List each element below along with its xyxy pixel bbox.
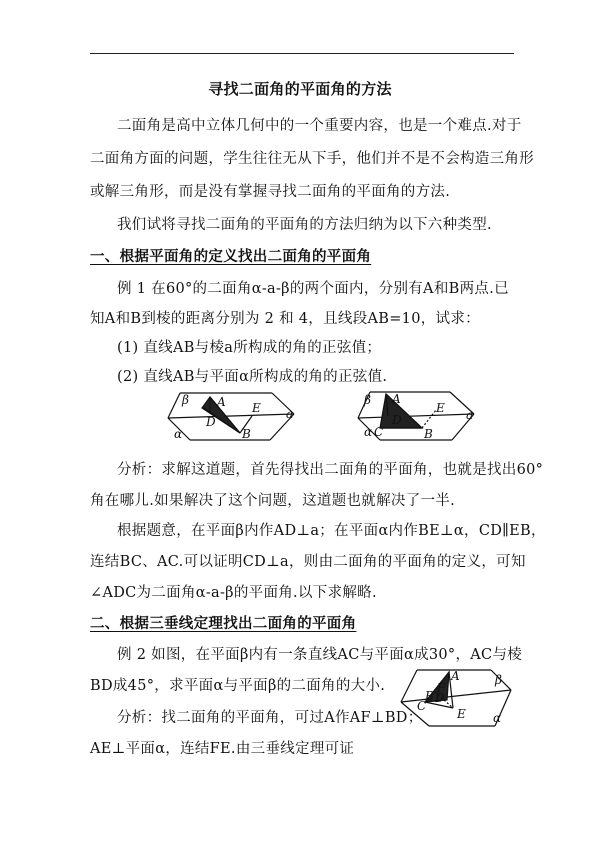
analysis2-line-2: AE⊥平面α，连结FE.由三垂线定理可证 xyxy=(90,741,355,757)
fig3-label-C: C xyxy=(417,699,427,713)
example2-line-1: 例 2 如图，在平面β内有一条直线AC与平面α成30°，AC与棱 xyxy=(117,647,523,663)
section2-heading: 二、根据三垂线定理找出二面角的平面角 xyxy=(90,615,357,632)
question-1: (1) 直线AB与棱a所构成的角的正弦值； xyxy=(117,340,382,356)
intro-line-3: 或解三角形，而是没有掌握寻找二面角的平面角的方法. xyxy=(90,184,451,200)
solution-line-3: ∠ADC为二面角α-a-β的平面角.以下求解略. xyxy=(90,585,377,601)
fig2-label-D: D xyxy=(392,413,402,427)
example1-line-2: 知A和B到棱的距离分别为 2 和 4，且线段AB=10，试求： xyxy=(90,311,480,327)
analysis1-line-2: 角在哪儿.如果解决了这个问题，这道题也就解决了一半. xyxy=(90,493,456,509)
intro-line-1: 二面角是高中立体几何中的一个重要内容，也是一个难点.对于 xyxy=(117,118,522,134)
fig3-label-E: E xyxy=(457,707,466,721)
fig1-label-alpha: α xyxy=(174,427,183,441)
question-2: (2) 直线AB与平面α所构成的角的正弦值. xyxy=(117,369,388,385)
fig3-label-alpha: α xyxy=(493,711,502,725)
analysis2-line-1: 分析：找二面角的平面角，可过A作AF⊥BD； xyxy=(117,710,423,726)
solution-line-1: 根据题意，在平面β内作AD⊥a；在平面α内作BE⊥α，CD∥EB， xyxy=(117,523,546,539)
solution-line-2: 连结BC、AC.可以证明CD⊥a，则由二面角的平面角的定义，可知 xyxy=(90,554,526,570)
fig1-label-A: A xyxy=(217,395,226,409)
fig1-label-D: D xyxy=(206,415,216,429)
intro-line-2: 二面角方面的问题，学生往往无从下手，他们并不是不会构造三角形 xyxy=(90,151,534,167)
example2-line-2: BD成45°，求平面α与平面β的二面角的大小. xyxy=(90,678,386,694)
page-title: 寻找二面角的平面角的方法 xyxy=(208,80,392,98)
fig2-label-C: C xyxy=(374,425,384,439)
figure-three-perpendiculars xyxy=(395,662,519,732)
fig3-label-D: D xyxy=(435,691,445,705)
fig1-label-B: B xyxy=(242,427,251,441)
fig3-label-F: F xyxy=(437,681,446,695)
fig1-label-a: a xyxy=(286,407,294,421)
top-rule xyxy=(90,53,514,54)
fig3-label-A: A xyxy=(451,669,460,683)
fig3-label-B: B xyxy=(425,689,434,703)
figure-dihedral-right xyxy=(350,386,480,446)
fig1-label-E: E xyxy=(252,401,261,415)
section1-heading: 一、根据平面角的定义找出二面角的平面角 xyxy=(90,248,372,265)
analysis1-line-1: 分析：求解这道题，首先得找出二面角的平面角，也就是找出60° xyxy=(117,462,544,478)
fig2-label-B: B xyxy=(424,427,433,441)
fig2-label-alpha: α xyxy=(364,425,373,439)
summary-line: 我们试将寻找二面角的平面角的方法归纳为以下六种类型. xyxy=(117,217,492,233)
fig2-label-E: E xyxy=(436,401,445,415)
fig2-label-a: a xyxy=(466,408,474,422)
example1-line-1: 例 1 在60°的二面角α-a-β的两个面内，分别有A和B两点.已 xyxy=(117,281,509,297)
fig3-label-beta: β xyxy=(495,673,502,687)
figure-dihedral-left xyxy=(160,388,300,446)
fig2-label-beta: β xyxy=(364,393,371,407)
fig1-label-beta: β xyxy=(182,393,189,407)
fig2-label-A: A xyxy=(392,392,401,406)
